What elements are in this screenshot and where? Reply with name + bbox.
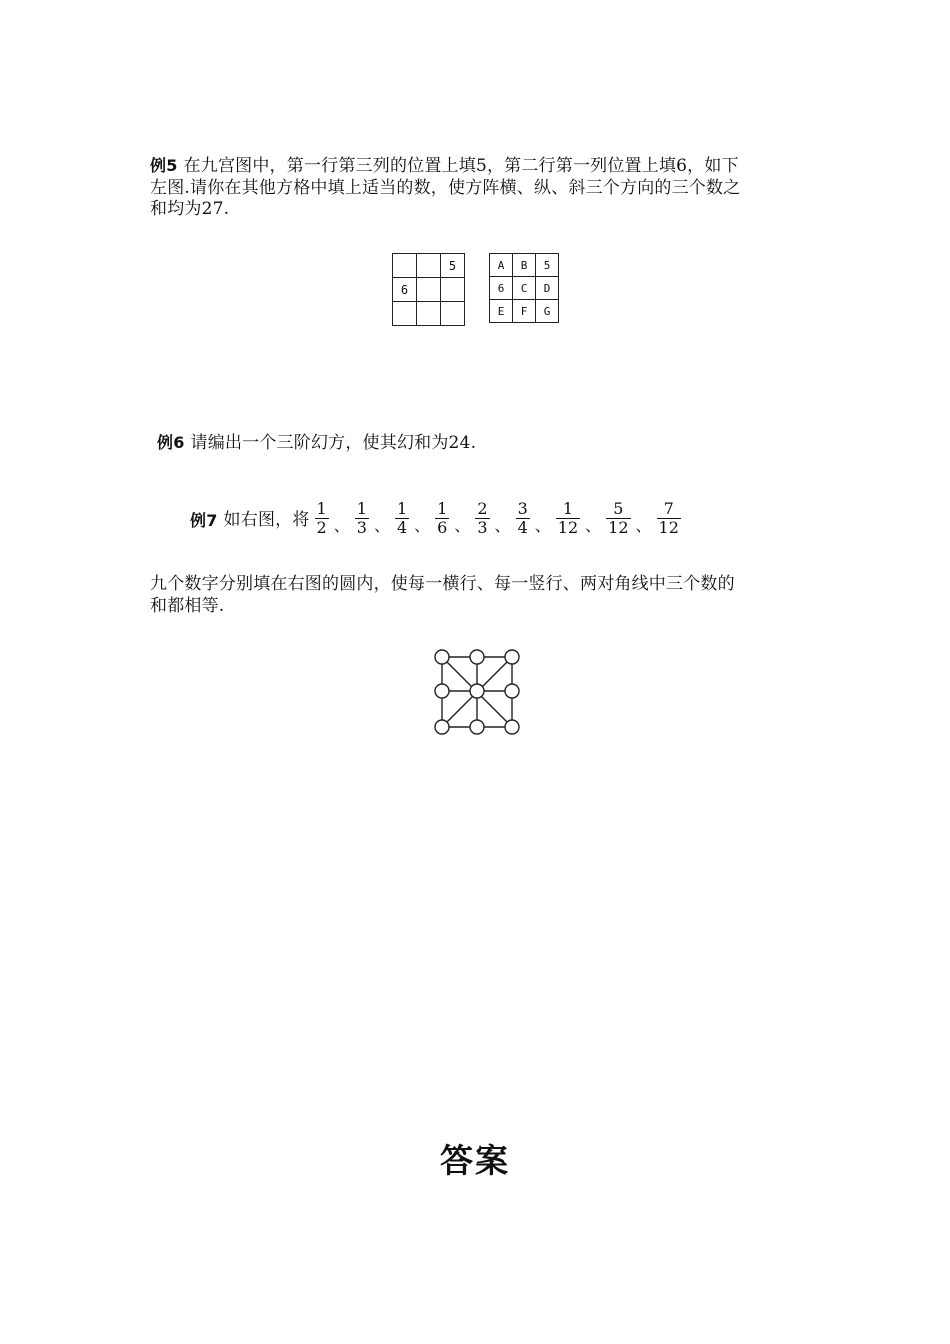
grid-cell: F <box>513 300 536 323</box>
example7-label: 例7 <box>190 510 218 530</box>
grid-cell <box>393 302 417 326</box>
example5-line3: 和均为27. <box>150 199 230 219</box>
example7-line1: 九个数字分别填在右图的圆内，使每一横行、每一竖行、两对角线中三个数的 <box>150 574 735 594</box>
fraction-denominator: 12 <box>658 518 679 537</box>
grid-cell: 5 <box>536 254 559 277</box>
grid-cell <box>417 302 441 326</box>
fraction-denominator: 4 <box>396 518 408 537</box>
fraction-numerator: 3 <box>517 499 528 518</box>
example5-line2: 左图.请你在其他方格中填上适当的数，使方阵横、纵、斜三个方向的三个数之 <box>150 177 741 198</box>
fraction-denominator: 12 <box>608 518 629 537</box>
example6-block <box>157 432 476 455</box>
fraction <box>475 500 489 537</box>
grid-cell: 6 <box>490 277 513 300</box>
grid-cell: E <box>490 300 513 323</box>
left-magic-grid <box>392 253 465 326</box>
fraction-separator: 、 <box>635 516 652 535</box>
example5-label: 例5 <box>150 156 178 175</box>
fraction-separator: 、 <box>373 516 390 535</box>
circle-slot <box>470 720 484 734</box>
grid-cell: 5 <box>441 254 465 278</box>
circle-slot <box>505 720 519 734</box>
circle-slot <box>435 720 449 734</box>
fraction <box>395 500 409 537</box>
right-letter-grid <box>489 253 559 323</box>
circle-slot <box>435 684 449 698</box>
fraction-separator: 、 <box>585 516 602 535</box>
example5-text-line1: 在九宫图中，第一行第三列的位置上填5，第二行第一列位置上填6，如下 <box>183 156 739 176</box>
fraction-separator: 、 <box>333 516 350 535</box>
grid-cell: G <box>536 300 559 323</box>
example5-block <box>150 155 830 221</box>
example7-intro: 如右图，将 <box>223 509 310 530</box>
fraction-denominator: 4 <box>517 518 528 537</box>
fraction-list <box>312 500 684 537</box>
fraction-numerator: 1 <box>316 499 327 518</box>
example5-line1 <box>150 155 830 178</box>
grid-cell <box>393 254 417 278</box>
fraction-separator: 、 <box>454 516 471 535</box>
fraction <box>435 500 449 537</box>
grid-cell <box>417 254 441 278</box>
fraction-numerator: 7 <box>663 499 674 518</box>
fraction-numerator: 1 <box>396 499 408 518</box>
fraction-denominator: 6 <box>437 518 448 537</box>
grid-cell: B <box>513 254 536 277</box>
example7-line2: 和都相等. <box>150 595 225 616</box>
fraction-separator: 、 <box>534 516 551 535</box>
fraction-numerator: 2 <box>477 499 488 518</box>
circle-slot <box>470 684 484 698</box>
fraction-denominator: 12 <box>557 518 579 537</box>
fraction-numerator: 5 <box>613 499 624 518</box>
fraction <box>657 500 681 537</box>
circle-grid-diagram <box>430 645 526 741</box>
fraction-numerator: 1 <box>562 499 574 518</box>
fraction <box>516 500 530 537</box>
circle-slot <box>435 650 449 664</box>
fraction-separator: 、 <box>414 516 431 535</box>
grid-cell: C <box>513 277 536 300</box>
example6-text: 请编出一个三阶幻方，使其幻和为24. <box>190 433 477 453</box>
grid-cell <box>417 278 441 302</box>
fraction-separator: 、 <box>494 516 511 535</box>
grid-cell: 6 <box>393 278 417 302</box>
fraction-numerator: 1 <box>437 499 448 518</box>
grid-cell: D <box>536 277 559 300</box>
grid-cell <box>441 302 465 326</box>
fraction <box>315 500 329 537</box>
example6-label: 例6 <box>157 433 185 452</box>
grid-cell <box>441 278 465 302</box>
fraction <box>606 500 630 537</box>
fraction-denominator: 2 <box>316 518 327 537</box>
answer-heading: 答案 <box>440 1141 510 1180</box>
grid-cell: A <box>490 254 513 277</box>
example7-body <box>150 574 830 617</box>
circle-slot <box>505 650 519 664</box>
fraction <box>355 500 369 537</box>
fraction <box>556 500 580 537</box>
fraction-denominator: 3 <box>477 518 488 537</box>
circle-slot <box>470 650 484 664</box>
fraction-numerator: 1 <box>356 499 367 518</box>
fraction-denominator: 3 <box>356 518 367 537</box>
circle-slot <box>505 684 519 698</box>
example7-intro-row <box>190 500 684 537</box>
